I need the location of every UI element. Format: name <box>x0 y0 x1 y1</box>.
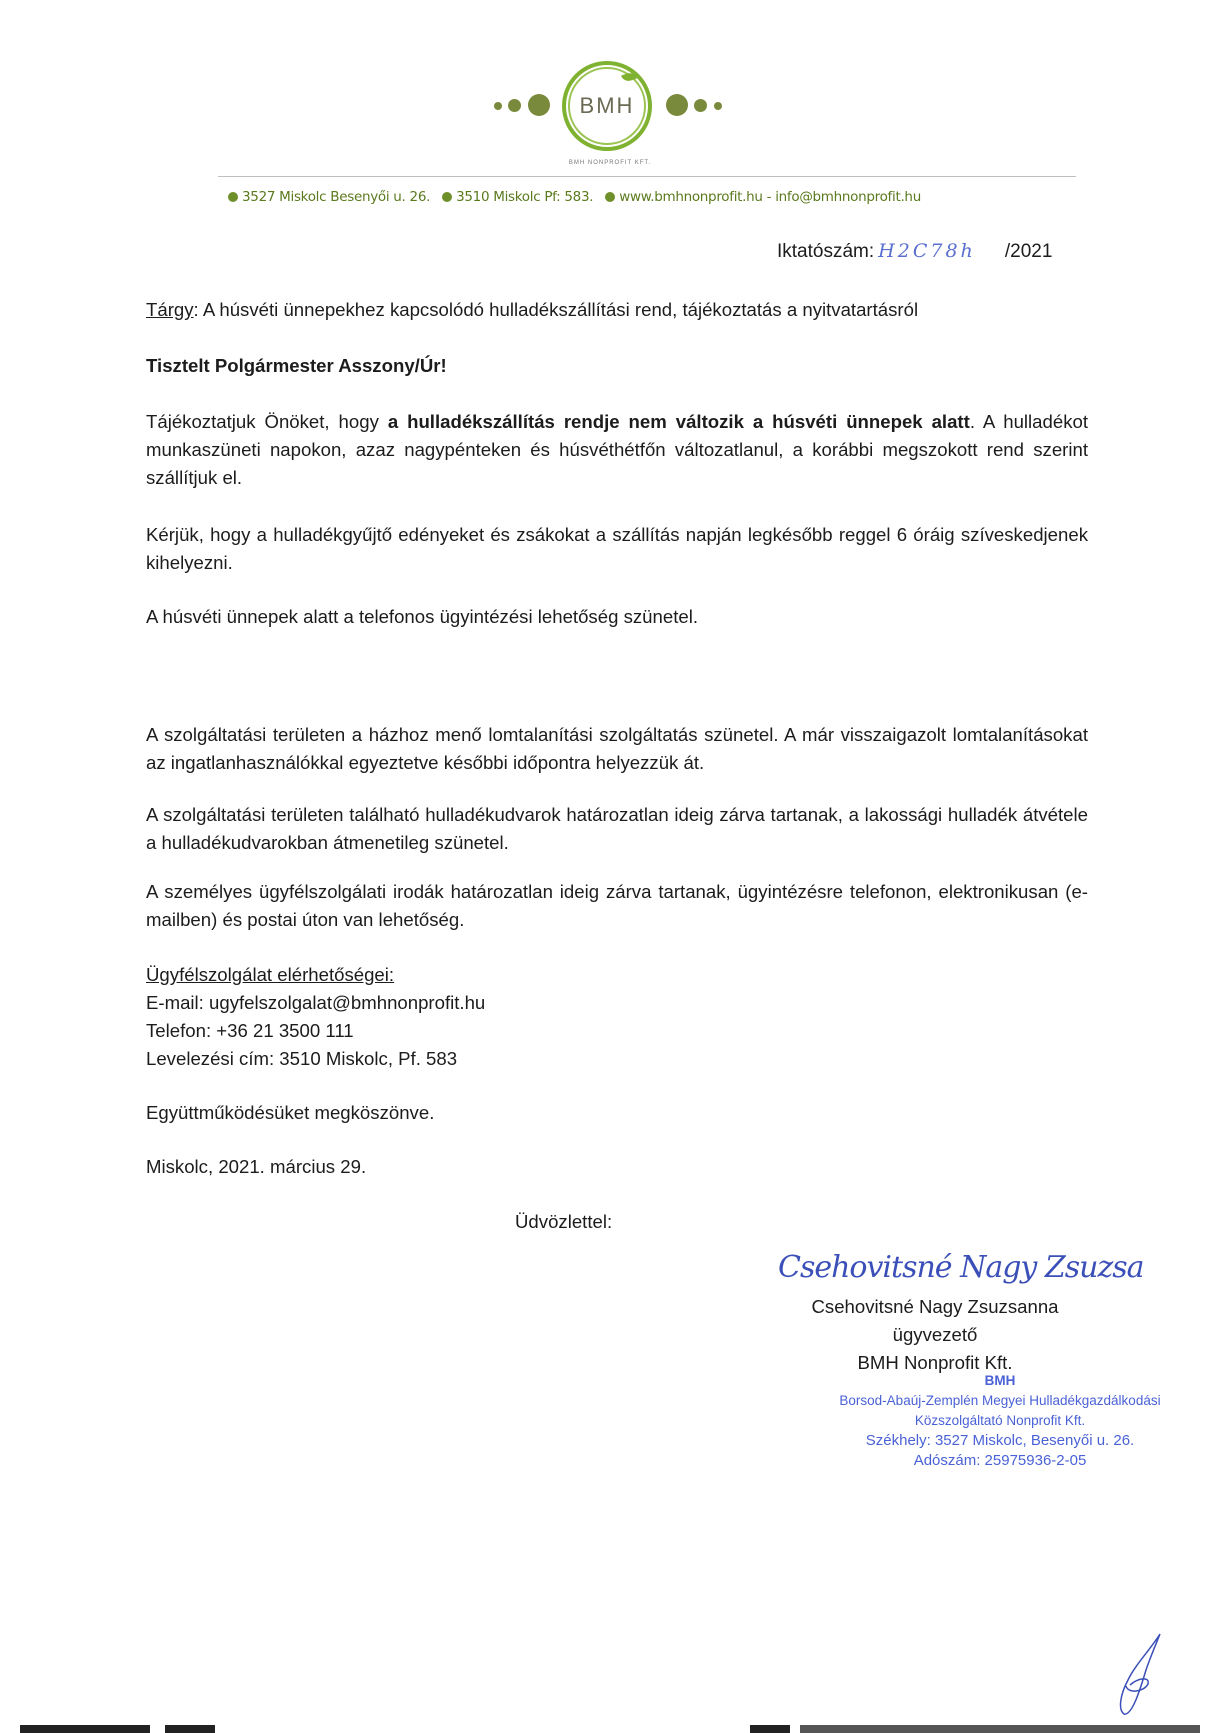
scan-edge-artifact <box>20 1725 150 1733</box>
bullet-icon <box>605 192 615 202</box>
signer-company: BMH Nonprofit Kft. <box>857 1352 1013 1373</box>
place-date: Miskolc, 2021. március 29. <box>146 1156 367 1177</box>
customer-service-block <box>146 961 485 1073</box>
logo-dot-icon <box>714 102 722 110</box>
signer-title: ügyvezető <box>892 1324 978 1345</box>
paragraph-4: A szolgáltatási területen a házhoz menő lomtalanítási szolgáltatás szünetel. A már visszaigazolt lomtalanításokat az ingatlanhasználókkal egyeztetve későbbi időpontra helyezzük át. <box>146 724 1088 773</box>
contact-po-box: 3510 Miskolc Pf: 583. <box>456 189 594 205</box>
contact-address: 3527 Miskolc Besenyői u. 26. <box>242 189 431 205</box>
stamp-line-1: BMH <box>984 1373 1016 1388</box>
paragraph-6: A személyes ügyfélszolgálati irodák határozatlan ideig zárva tartanak, ügyintézésre telefonon, elektronikusan (e-mailben) és postai úton van lehetőség. <box>146 881 1088 930</box>
stamp-line-3: Közszolgáltató Nonprofit Kft. <box>914 1413 1086 1428</box>
salutation: Tisztelt Polgármester Asszony/Úr! <box>146 355 447 376</box>
signature-block <box>790 1293 1080 1377</box>
handwritten-signature: Csehovitsné Nagy Zsuzsa <box>778 1250 1144 1285</box>
contact-web-email[interactable]: www.bmhnonprofit.hu - info@bmhnonprofit.hu <box>619 189 921 205</box>
logo-dot-icon <box>694 99 707 112</box>
subject-text: : A húsvéti ünnepekhez kapcsolódó hulladékszállítási rend, tájékoztatás a nyitvatartásról <box>193 299 919 320</box>
company-stamp <box>820 1371 1180 1471</box>
stamp-line-4: Székhely: 3527 Miskolc, Besenyői u. 26. <box>865 1432 1135 1449</box>
p1-bold: a hulladékszállítás rendje nem változik a húsvéti ünnepek alatt <box>387 411 970 432</box>
handwritten-reference: H2C78h <box>878 240 976 262</box>
logo-dot-icon <box>666 94 688 116</box>
logo-dot-icon <box>494 102 502 110</box>
stamp-line-5: Adószám: 25975936-2-05 <box>913 1452 1087 1469</box>
greeting: Üdvözlettel: <box>515 1211 613 1232</box>
logo-text: BMH <box>579 93 635 118</box>
paragraph-1 <box>146 408 1088 492</box>
stamp-line-2: Borsod-Abaúj-Zemplén Megyei Hulladékgazdálkodási <box>839 1393 1161 1408</box>
paragraph-2: Kérjük, hogy a hulladékgyűjtő edényeket és zsákokat a szállítás napján legkésőbb reggel 6 óráig szíveskedjenek kihelyezni. <box>146 524 1088 573</box>
logo-dot-icon <box>508 99 521 112</box>
bullet-icon <box>228 192 238 202</box>
scan-edge-artifact <box>165 1725 215 1733</box>
customer-service-heading: Ügyfélszolgálat elérhetőségei: <box>146 964 395 985</box>
header-contact-line <box>228 189 921 205</box>
company-logo <box>490 55 730 165</box>
logo-dot-icon <box>528 94 550 116</box>
closing-thanks: Együttműködésüket megköszönve. <box>146 1102 435 1123</box>
bullet-icon <box>442 192 452 202</box>
subject-line <box>146 296 918 324</box>
customer-service-address: Levelezési cím: 3510 Miskolc, Pf. 583 <box>146 1048 458 1069</box>
p1-rest: . A hulladékot munkaszüneti napokon, azaz nagypénteken és húsvéthétfőn változatlanul, a korábbi megszokott rend szerint szállítjuk el. <box>146 411 1088 488</box>
reference-label: Iktatószám: <box>777 241 875 262</box>
subject-label: Tárgy <box>146 299 194 320</box>
signer-name: Csehovitsné Nagy Zsuzsanna <box>811 1296 1059 1317</box>
initials-mark-icon <box>1110 1630 1170 1720</box>
header-divider <box>218 176 1076 177</box>
customer-service-email[interactable]: E-mail: ugyfelszolgalat@bmhnonprofit.hu <box>146 992 486 1013</box>
scan-edge-artifact <box>800 1725 1200 1733</box>
reference-number <box>777 240 1052 263</box>
paragraph-3: A húsvéti ünnepek alatt a telefonos ügyintézési lehetőség szünetel. <box>146 606 698 627</box>
scan-edge-artifact <box>750 1725 790 1733</box>
p1-intro: Tájékoztatjuk Önöket, hogy <box>146 411 388 432</box>
paragraph-5: A szolgáltatási területen található hulladékudvarok határozatlan ideig zárva tartanak, a lakossági hulladék átvétele a hulladékudvarokban átmenetileg szünetel. <box>146 804 1088 853</box>
reference-year: /2021 <box>1004 241 1053 262</box>
logo-subtitle: BMH NONPROFIT KFT. <box>568 160 652 166</box>
customer-service-phone: Telefon: +36 21 3500 111 <box>146 1020 354 1041</box>
